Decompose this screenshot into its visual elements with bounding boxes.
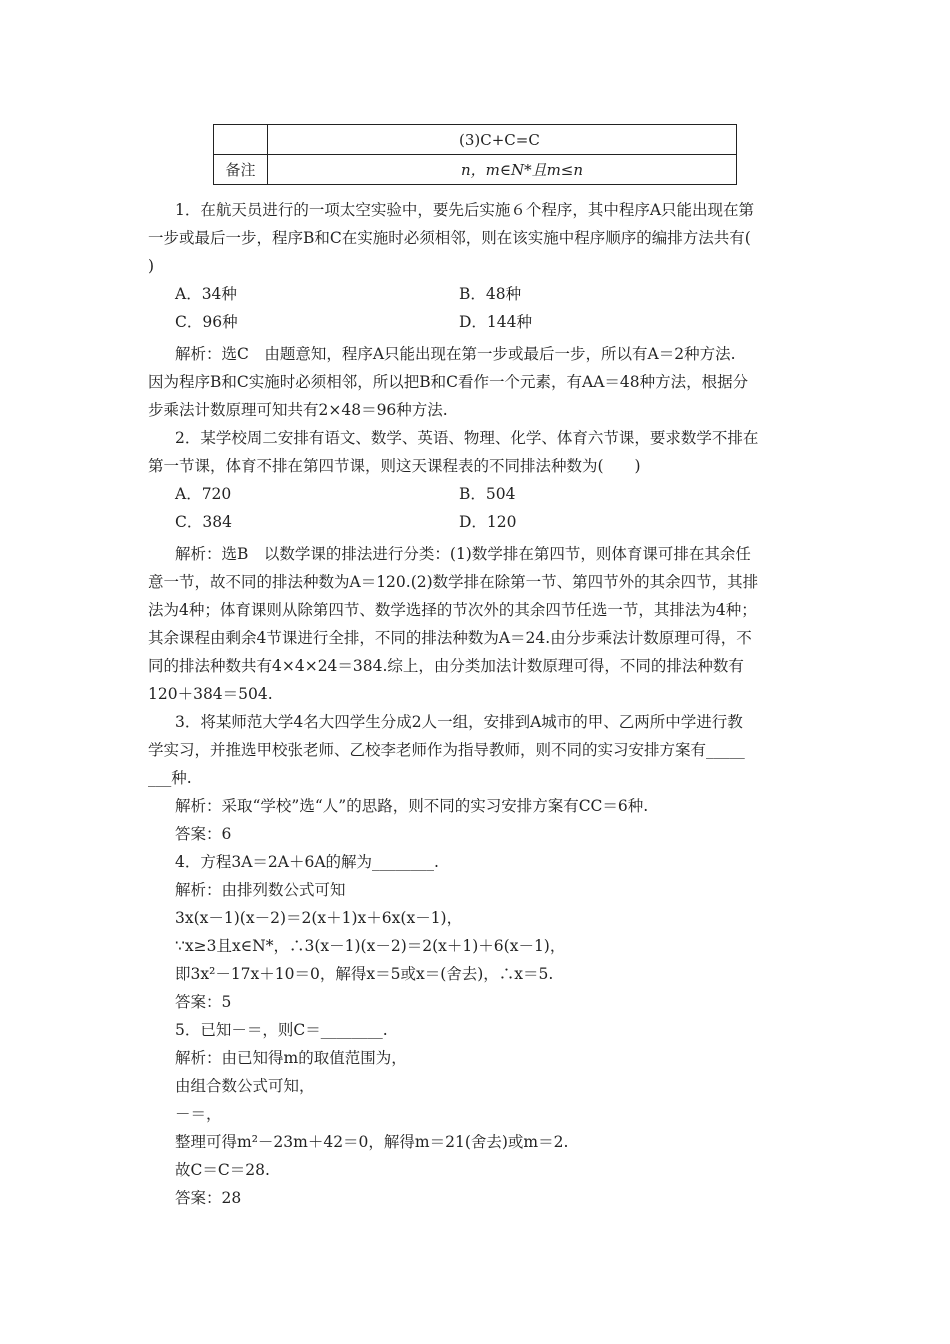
table-row [214,125,737,155]
text-line: 法为4种；体育课则从除第四节、数学选择的节次外的其余四节任选一节，其排法为4种； [148,601,757,619]
text-line: 一步或最后一步，程序B和C在实施时必须相邻，则在该实施中程序顺序的编排方法共有( [148,229,751,247]
text-line: 整理可得m²－23m＋42＝0，解得m＝21(舍去)或m＝2. [175,1133,569,1151]
text-line: ___种. [148,769,192,787]
text-line: 解析：由已知得m的取值范围为， [175,1049,407,1067]
text-line: 2．某学校周二安排有语文、数学、英语、物理、化学、体育六节课，要求数学不排在 [175,429,759,447]
text-line: 因为程序B和C实施时必须相邻，所以把B和C看作一个元素，有AA＝48种方法，根据分 [148,373,749,391]
text-line: 故C＝C＝28. [175,1161,270,1179]
text-line: 解析：选B 以数学课的排法进行分类：(1)数学排在第四节，则体育课可排在其余任 [175,545,751,563]
text-line: 5．已知－＝，则C＝________. [175,1021,388,1039]
text-line: 学实习，并推选甲校张老师、乙校李老师作为指导教师，则不同的实习安排方案有_____ [148,741,745,759]
answer-option: A．720 [175,485,232,503]
answer-option: D．120 [459,513,517,531]
text-line: 步乘法计数原理可知共有2×48＝96种方法. [148,401,448,419]
text-line: 即3x²－17x＋10＝0，解得x＝5或x＝(舍去)，∴x＝5. [175,965,554,983]
answer-option: D．144种 [459,313,533,331]
text-line: 解析：选C 由题意知，程序A只能出现在第一步或最后一步，所以有A＝2种方法. [175,345,736,363]
table-cell-label: 备注 [214,155,268,185]
text-line: ∵x≥3且x∈N*，∴3(x－1)(x－2)＝2(x＋1)＋6(x－1)， [175,937,566,955]
text-line: 由组合数公式可知， [175,1077,315,1095]
text-line: ) [148,257,155,275]
text-line: 答案：6 [175,825,232,843]
answer-option: A．34种 [175,285,237,303]
formula-table [213,124,737,185]
text-line: 3．将某师范大学4名大四学生分成2人一组，安排到A城市的甲、乙两所中学进行教 [175,713,743,731]
table-cell-note: n，m∈N*且m≤n [268,155,737,185]
text-line: 第一节课，体育不排在第四节课，则这天课程表的不同排法种数为( ) [148,457,641,475]
answer-option: C．96种 [175,313,238,331]
text-line: 解析：由排列数公式可知 [175,881,346,899]
text-line: 1．在航天员进行的一项太空实验中，要先后实施６个程序，其中程序A只能出现在第 [175,201,755,219]
answer-option: B．48种 [459,285,522,303]
answer-option: B．504 [459,485,516,503]
text-line: 解析：采取“学校”选“人”的思路，则不同的实习安排方案有CC＝6种. [175,797,649,815]
text-line: －＝， [175,1105,222,1123]
answer-option: C．384 [175,513,232,531]
text-line: 3x(x－1)(x－2)＝2(x＋1)x＋6x(x－1)， [175,909,463,927]
text-line: 同的排法种数共有4×4×24＝384.综上，由分类加法计数原理可得，不同的排法种数有 [148,657,744,675]
table-row [214,155,737,185]
text-line: 答案：5 [175,993,232,1011]
text-line: 4．方程3A＝2A＋6A的解为________. [175,853,439,871]
text-line: 120＋384＝504. [148,685,273,703]
text-line: 意一节，故不同的排法种数为A＝120.(2)数学排在除第一节、第四节外的其余四节，其排 [148,573,759,591]
table-cell [214,125,268,155]
table-cell [268,125,394,155]
table-cell-formula: (3)C+C=C [393,125,737,155]
text-line: 答案：28 [175,1189,242,1207]
text-line: 其余课程由剩余4节课进行全排，不同的排法种数为A＝24.由分步乘法计数原理可得，不 [148,629,752,647]
